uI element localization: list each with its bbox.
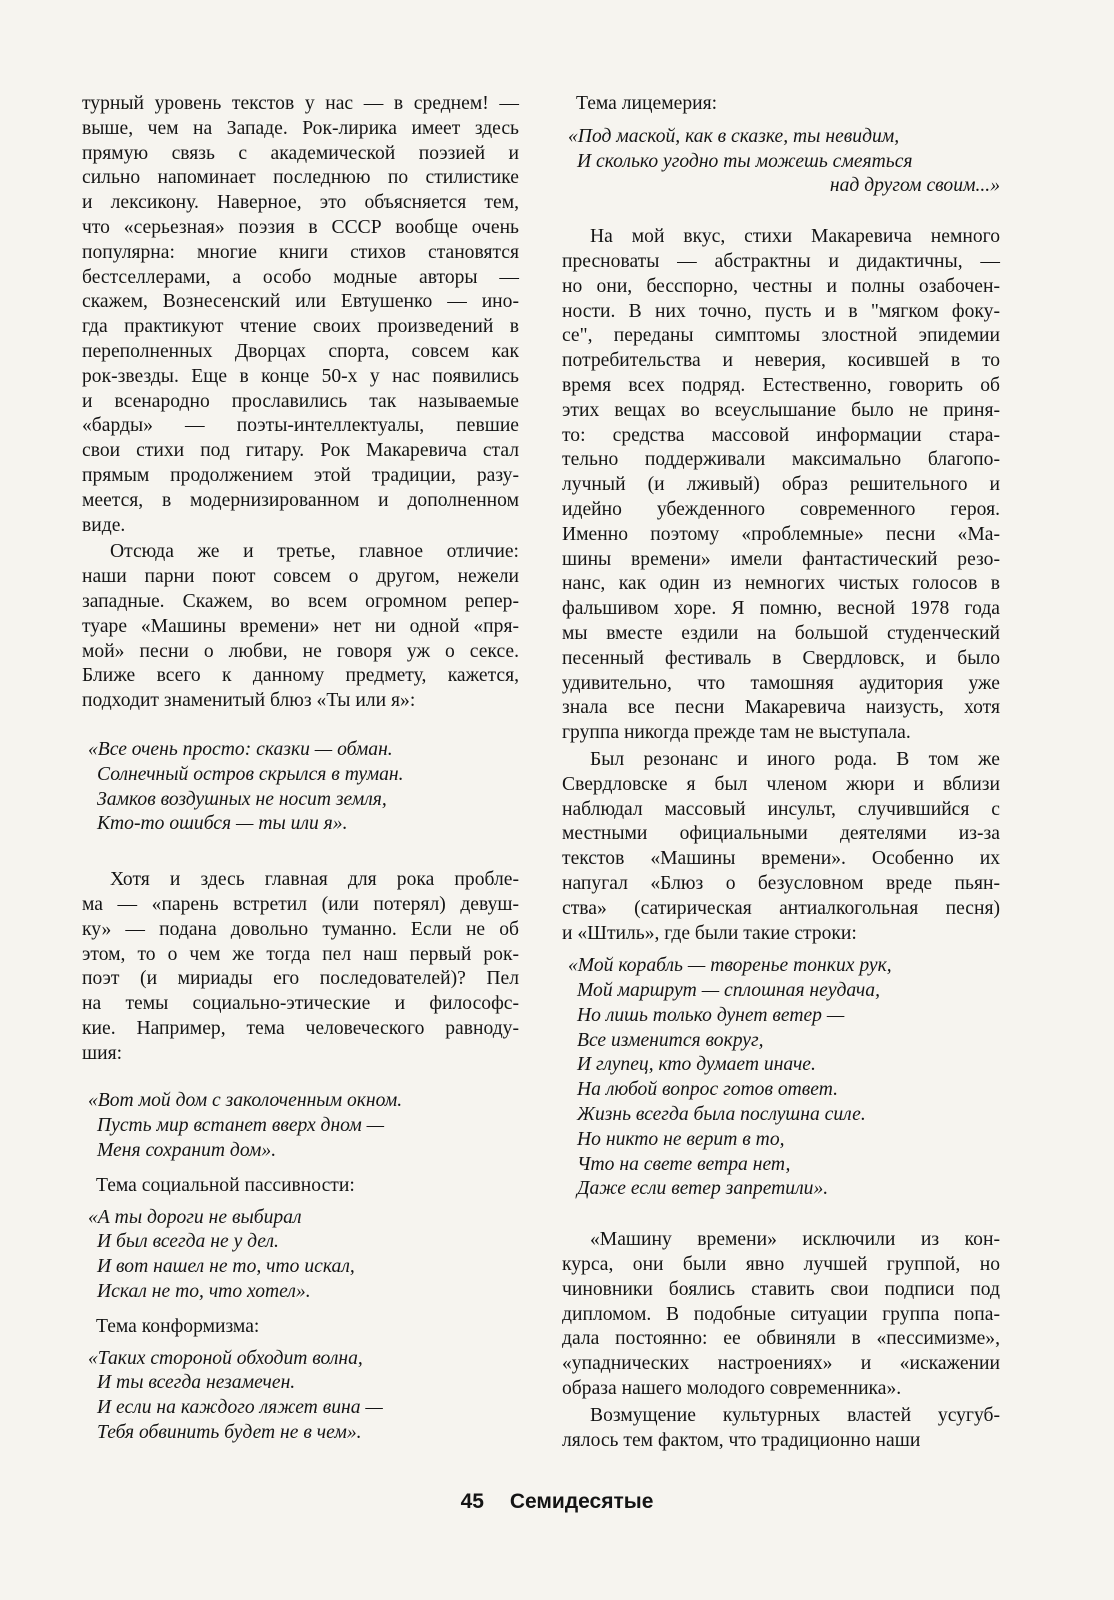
text-line: ности. В них точно, пусть и в "мягком фоку- bbox=[562, 300, 1000, 322]
label-conformism: Тема конформизма: bbox=[96, 1315, 260, 1337]
poem-line: Что на свете ветра нет, bbox=[577, 1153, 791, 1175]
poem-line: Меня сохранит дом». bbox=[97, 1140, 277, 1162]
paragraph-4 bbox=[562, 225, 1000, 746]
text-line: турный уровень текстов у нас — в среднем! — bbox=[82, 93, 519, 114]
text-line: на темы социально-этические и философс- bbox=[82, 993, 519, 1015]
text-line: и всенародно прославились так называемые bbox=[82, 390, 519, 412]
poem-dom bbox=[82, 1089, 519, 1163]
text-line: знала все песни Макаревича наизусть, хотя bbox=[562, 697, 1000, 719]
text-line: мы вместе ездили на большой студенческий bbox=[562, 622, 1000, 644]
text-line: чиновники боялись ставить свои подписи под bbox=[562, 1278, 1000, 1300]
text-line: ку» — подана довольно туманно. Если не об bbox=[82, 918, 519, 940]
poem-line: И сколько угодно ты можешь смеяться bbox=[577, 150, 913, 172]
text-line: пресноваты — абстрактны и дидактичны, — bbox=[562, 250, 1000, 272]
text-line: время всех подряд. Естественно, говорить об bbox=[562, 374, 1000, 396]
text-line: и «Штиль», где были такие строки: bbox=[562, 922, 857, 944]
paragraph-3 bbox=[82, 868, 519, 1066]
text-line: тельно поддерживали максимально благопо- bbox=[562, 449, 1000, 471]
text-line: се", переданы симптомы злостной эпидемии bbox=[562, 325, 1000, 347]
text-line: ма — «парень встретил (или потерял) девуш- bbox=[82, 893, 519, 915]
poem-line: И был всегда не у дел. bbox=[97, 1231, 279, 1253]
text-line: лучный (и лживый) образ решительного и bbox=[562, 474, 1000, 496]
poem-line: над другом своим...» bbox=[829, 175, 1000, 197]
text-line: Возмущение культурных властей усугуб- bbox=[590, 1404, 1000, 1426]
text-line: Был резонанс и иного рода. В том же bbox=[590, 748, 1000, 770]
text-line: рок-звезды. Еще в конце 50-х у нас появились bbox=[82, 365, 519, 387]
text-line: образа нашего молодого современника». bbox=[562, 1378, 902, 1400]
text-line: нанс, как один из немногих чистых голосов в bbox=[562, 573, 1000, 595]
text-line: фальшивом хоре. Я помню, весной 1978 года bbox=[562, 598, 1000, 620]
poem-line: «А ты дороги не выбирал bbox=[88, 1206, 302, 1228]
paragraph-1 bbox=[82, 92, 519, 538]
text-line: популярна: многие книги стихов становятся bbox=[82, 241, 519, 263]
text-line: кие. Например, тема человеческого равноду- bbox=[82, 1017, 519, 1039]
poem-line: И глупец, кто думает иначе. bbox=[577, 1054, 816, 1076]
text-line: Хотя и здесь главная для рока пробле- bbox=[110, 869, 519, 891]
poem-shtil bbox=[562, 954, 1000, 1202]
paragraph-2 bbox=[82, 540, 519, 714]
poem-line: Пусть мир встанет вверх дном — bbox=[97, 1115, 385, 1137]
text-line: переполненных Дворцах спорта, совсем как bbox=[82, 340, 519, 362]
text-line: наши парни поют совсем о другом, нежели bbox=[82, 566, 519, 588]
page-footer bbox=[0, 1490, 1114, 1514]
poem-line: «Вот мой дом с заколоченным окном. bbox=[88, 1090, 403, 1112]
poem-line: Искал не то, что хотел». bbox=[97, 1281, 311, 1303]
text-line: напугал «Блюз о безусловном вреде пьян- bbox=[562, 872, 1000, 894]
text-line: шия: bbox=[82, 1042, 123, 1064]
poem-volna bbox=[82, 1347, 519, 1446]
text-line: На мой вкус, стихи Макаревича немного bbox=[590, 226, 1000, 248]
poem-line: На любой вопрос готов ответ. bbox=[577, 1079, 839, 1101]
text-line: Именно поэтому «проблемные» песни «Ма- bbox=[562, 523, 1000, 545]
poem-line: И если на каждого ляжет вина — bbox=[97, 1397, 383, 1419]
poem-line: Мой маршрут — сплошная неудача, bbox=[577, 980, 880, 1002]
section-title: Семидесятые bbox=[509, 1490, 654, 1513]
poem-line: Солнечный остров скрылся в туман. bbox=[97, 763, 404, 785]
text-line: «упаднических настроениях» и «искажении bbox=[562, 1353, 1000, 1375]
label-social-passivity: Тема социальной пассивности: bbox=[96, 1174, 355, 1196]
text-line: этом, то о чем же тогда пел наш первый рок- bbox=[82, 943, 519, 965]
text-line: потребительства и неверия, косившей в то bbox=[562, 350, 1000, 372]
text-line: бестселлерами, а особо модные авторы — bbox=[82, 266, 519, 288]
text-line: текстов «Машины времени». Особенно их bbox=[562, 848, 1000, 870]
poem-line: Кто-то ошибся — ты или я». bbox=[97, 813, 348, 835]
poem-line: «Таких стороной обходит волна, bbox=[88, 1347, 363, 1369]
text-line: ства» (сатирическая антиалкогольная песня) bbox=[562, 897, 1000, 919]
poem-line: Замков воздушных не носит земля, bbox=[97, 788, 387, 810]
poem-line: Но лишь только дунет ветер — bbox=[577, 1004, 845, 1026]
poem-maska bbox=[562, 125, 1000, 199]
left-column bbox=[82, 92, 519, 1446]
text-line: шины времени» имели фантастический резо- bbox=[562, 548, 1000, 570]
poem-line: И ты всегда незамечен. bbox=[97, 1372, 296, 1394]
paragraph-5 bbox=[562, 748, 1000, 946]
text-line: прямым продолжением этой традиции, разу- bbox=[82, 464, 519, 486]
text-line: сильно напоминает последнюю по стилистике bbox=[82, 167, 519, 189]
poem-line: Даже если ветер запретили». bbox=[577, 1178, 829, 1200]
text-line: меется, в модернизированном и дополненном bbox=[82, 489, 519, 511]
text-line: западные. Скажем, во всем огромном репер- bbox=[82, 590, 519, 612]
poem-ty-ili-ya bbox=[82, 738, 519, 837]
text-line: Свердловске я был членом жюри и вблизи bbox=[562, 773, 1000, 795]
text-line: Ближе всего к данному предмету, кажется, bbox=[82, 665, 519, 687]
text-line: и лексикону. Наверное, это объясняется тем, bbox=[82, 192, 519, 214]
text-line: но они, бесспорно, честны и полны озабочен- bbox=[562, 275, 1000, 297]
poem-line: И вот нашел не то, что искал, bbox=[97, 1256, 355, 1278]
text-line: идейно убежденного современного героя. bbox=[562, 498, 1000, 520]
poem-line: Жизнь всегда была послушна силе. bbox=[577, 1104, 866, 1126]
text-line: этих вещах во всеуслышание было не приня- bbox=[562, 399, 1000, 421]
text-line: гда практикуют чтение своих произведений в bbox=[82, 316, 519, 338]
paragraph-7 bbox=[562, 1404, 1000, 1454]
text-line: что «серьезная» поэзия в СССР вообще очень bbox=[82, 216, 519, 238]
text-line: то: средства массовой информации стара- bbox=[562, 424, 1000, 446]
text-line: дала постоянно: ее обвиняли в «пессимизме», bbox=[562, 1328, 1000, 1350]
text-line: скажем, Вознесенский или Евтушенко — ино- bbox=[82, 291, 519, 313]
poem-line: «Под маской, как в сказке, ты невидим, bbox=[568, 125, 900, 147]
right-column bbox=[562, 92, 1000, 1453]
text-line: мой» песни о любви, не говоря уж о сексе. bbox=[82, 640, 519, 662]
text-line: выше, чем на Западе. Рок-лирика имеет здесь bbox=[82, 117, 519, 139]
text-line: «барды» — поэты-интеллектуалы, певшие bbox=[82, 415, 519, 437]
text-line: песенный фестиваль в Свердловск, и было bbox=[562, 647, 1000, 669]
text-line: наблюдал массовый инсульт, случившийся с bbox=[562, 798, 1000, 820]
label-hypocrisy: Тема лицемерия: bbox=[576, 93, 718, 114]
text-line: группа никогда прежде там не выступала. bbox=[562, 722, 911, 744]
poem-line: Но никто не верит в то, bbox=[577, 1128, 785, 1150]
text-line: лялось тем фактом, что традиционно наши bbox=[562, 1429, 921, 1451]
text-line: «Машину времени» исключили из кон- bbox=[590, 1229, 1000, 1251]
paragraph-6 bbox=[562, 1228, 1000, 1402]
poem-dorogi bbox=[82, 1206, 519, 1305]
text-line: свои стихи под гитару. Рок Макаревича стал bbox=[82, 440, 519, 462]
page-number: 45 bbox=[460, 1490, 484, 1513]
text-line: поэт (и мириады его последователей)? Пел bbox=[82, 968, 519, 990]
poem-line: «Мой корабль — творенье тонких рук, bbox=[568, 955, 892, 977]
poem-line: Все изменится вокруг, bbox=[577, 1029, 764, 1051]
text-line: местными официальными деятелями из-за bbox=[562, 823, 1000, 845]
text-line: удивительно, что тамошняя аудитория уже bbox=[562, 672, 1000, 694]
text-line: прямую связь с академической поэзией и bbox=[82, 142, 519, 164]
text-line: туаре «Машины времени» нет ни одной «пря- bbox=[82, 615, 519, 637]
text-line: дипломом. В подобные ситуации группа попа- bbox=[562, 1303, 1000, 1325]
poem-line: «Все очень просто: сказки — обман. bbox=[88, 738, 393, 760]
text-line: курса, они были явно лучшей группой, но bbox=[562, 1254, 1000, 1276]
text-line: виде. bbox=[82, 514, 126, 536]
text-line: Отсюда же и третье, главное отличие: bbox=[110, 541, 519, 563]
text-line: подходит знаменитый блюз «Ты или я»: bbox=[82, 690, 416, 712]
poem-line: Тебя обвинить будет не в чем». bbox=[97, 1422, 362, 1444]
